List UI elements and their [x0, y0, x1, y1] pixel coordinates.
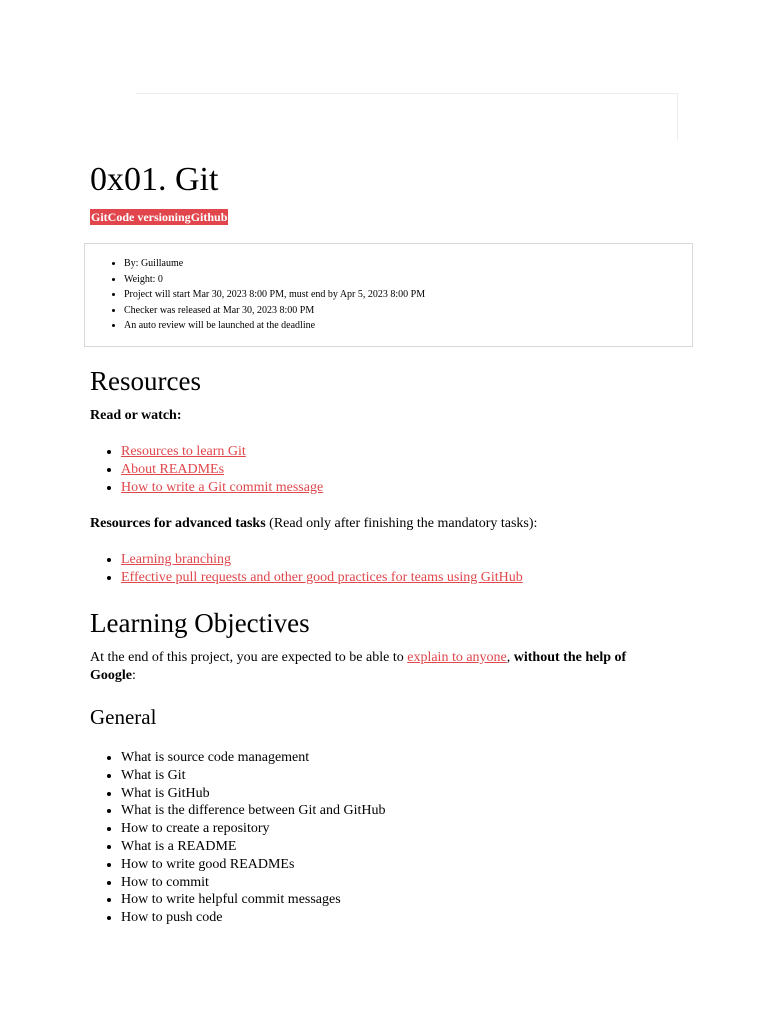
objectives-intro-comma: ,	[506, 650, 514, 665]
page-title: 0x01. Git	[90, 161, 219, 198]
meta-weight: • Weight: 0	[124, 272, 692, 288]
general-heading: General	[90, 705, 157, 729]
objective-item: • What is Git	[121, 767, 721, 785]
resource-item	[121, 551, 721, 569]
objectives-intro-bold: without the help of Google	[90, 650, 627, 683]
tag-code-versioning[interactable]: Code versioning	[107, 210, 191, 224]
objective-item: • What is the difference between Git and GitHub	[121, 802, 721, 820]
objective-item: • How to write helpful commit messages	[121, 891, 721, 909]
objectives-intro	[90, 649, 675, 685]
objective-item: • What is source code management	[121, 749, 721, 767]
resource-item	[121, 479, 721, 497]
project-meta-box	[84, 243, 693, 347]
objective-item: • What is a README	[121, 838, 721, 856]
advanced-link-list	[90, 551, 721, 587]
learning-objectives-heading: Learning Objectives	[90, 608, 310, 638]
objective-item: • How to commit	[121, 874, 721, 892]
meta-schedule: • Project will start Mar 30, 2023 8:00 PM, must end by Apr 5, 2023 8:00 PM	[124, 287, 692, 303]
link-effective-pull-requests[interactable]: Effective pull requests and other good practices for teams using GitHub	[121, 569, 523, 585]
meta-checker: • Checker was released at Mar 30, 2023 8:00 PM	[124, 303, 692, 319]
resource-item	[121, 443, 721, 461]
objectives-intro-prefix: At the end of this project, you are expected to be able to	[90, 650, 408, 665]
link-about-readmes[interactable]: About READMEs	[121, 461, 225, 477]
read-or-watch-text: Read or watch:	[90, 408, 182, 423]
read-or-watch-label	[90, 407, 690, 425]
tag-list	[90, 209, 228, 225]
objective-item: • What is GitHub	[121, 785, 721, 803]
resource-item	[121, 569, 721, 587]
advanced-resources-note: (Read only after finishing the mandatory tasks):	[265, 516, 538, 531]
link-resources-to-learn-git[interactable]: Resources to learn Git	[121, 444, 246, 459]
advanced-resources-title: Resources for advanced tasks	[90, 516, 266, 531]
link-learning-branching[interactable]: Learning branching	[121, 552, 232, 567]
resources-heading: Resources	[90, 366, 201, 396]
top-frame	[136, 93, 678, 141]
link-explain-to-anyone[interactable]: explain to anyone	[407, 650, 507, 665]
link-git-commit-message[interactable]: How to write a Git commit message	[121, 479, 324, 495]
objective-item: • How to create a repository	[121, 820, 721, 838]
tag-git[interactable]: Git	[91, 210, 108, 224]
general-objectives-list	[90, 749, 721, 927]
resources-link-list	[90, 443, 721, 496]
meta-author: • By: Guillaume	[124, 256, 692, 272]
meta-auto-review: • An auto review will be launched at the deadline	[124, 318, 692, 334]
objective-item: • How to write good READMEs	[121, 856, 721, 874]
advanced-resources-label	[90, 515, 690, 533]
resource-item	[121, 461, 721, 479]
project-meta-list	[85, 256, 692, 334]
tag-github[interactable]: Github	[190, 210, 228, 224]
objective-item: • How to push code	[121, 909, 721, 927]
objectives-intro-suffix: :	[132, 668, 136, 683]
